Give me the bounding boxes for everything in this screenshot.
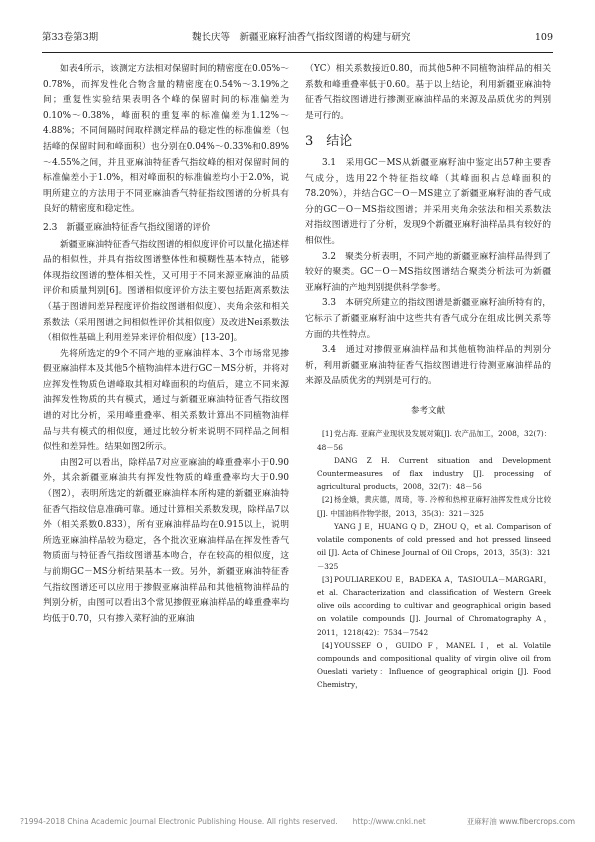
- copyright-notice: ?1994-2018 China Academic Journal Electronic Publishing House. All rights reserved. http://www.cnki.net: [20, 817, 426, 826]
- journal-volume: 第33卷第3期: [42, 32, 99, 43]
- section-heading-conclusion: 3 结论: [305, 134, 353, 150]
- paragraph-similarity-evaluation: 新疆亚麻油特征香气指纹图谱的相似度评价可以量化描述样品的相似性，并具有指纹图谱整体性和模糊性基本特点，能够体现指纹图谱的整体相关性，又可用于不同来源亚麻油的品质评价和质量判别[6]。图谱相似度评价方法主要包括距离系数法（基于图谱间差异程度评价指纹图谱相似度）、夹角余弦和相关系数法（采用图谱之间相似性评价其相似度）及改进Nei系数法（相似性基础上利用差异来评价相似度）[13-20]。: [43, 239, 289, 344]
- reference-number: [4]: [322, 640, 333, 650]
- page-number: 109: [534, 32, 553, 43]
- page-footer: [20, 816, 575, 830]
- references-heading: 参考文献: [410, 405, 445, 416]
- reference-item: [305, 493, 551, 519]
- reference-item: [305, 520, 551, 573]
- reference-list: [305, 427, 551, 691]
- reference-number: [2]: [322, 495, 333, 505]
- reference-text: YOUSSEF O，GUIDO F，MANEL I，et al. Volatile compounds and compositional quality of virgin olive oil from Oueslati variety：Influence of geographical origin [J]. Food Chemistry，: [317, 640, 551, 690]
- subsection-heading-2-3: 2.3 新疆亚麻油特征香气指纹图谱的评价: [43, 222, 211, 233]
- reference-item: [305, 639, 551, 692]
- paragraph-method: 先将所选定的9个不同产地的亚麻油样本、3个市场常见掺假亚麻油样本及其他5个植物油样本进行GC－MS分析，并将对应挥发性物质色谱峰取其相对峰面积的均值后，建立不同来源油挥发性物质的共有模式，通过与新疆亚麻油特征香气指纹图谱的对比分析，采用峰重叠率、相关系数计算出不同植物油样品与共有模式的相似度，通过比较分析来说明不同样品之间相似性和差异性。结果如图2所示。: [43, 348, 289, 453]
- running-title: 魏长庆等 新疆亚麻籽油香气指纹图谱的构建与研究: [192, 32, 411, 43]
- paragraph-results: 由图2可以看出，除样品7对应亚麻油的峰重叠率小于0.90外，其余新疆亚麻油共有挥发性物质的峰重叠率均大于0.90（图2），表明所选定的新疆亚麻油样本所构建的新疆亚麻油特征香气指纹信息准确可靠。通过计算相关系数发现，除样品7以外（相关系数0.833），所有亚麻油样品均在0.915以上，说明所选亚麻油样品较为稳定，各个批次亚麻油样品在挥发性香气物质面与特征香气指纹图谱基本吻合，存在较高的相似度，这与前期GC－MS分析结果基本一致。另外，新疆亚麻油特征香气指纹图谱还可以应用于掺假亚麻油样品和其他植物油样品的判别分析，由图可以看出3个常见掺假亚麻油样品的峰重叠率均均低于0.70，只有掺入菜籽油的亚麻油: [43, 457, 289, 624]
- reference-text: 党占海. 亚麻产业现状及发展对策[J]. 农产品加工，2008，32(7)：48－56: [317, 429, 551, 452]
- reference-item: [305, 454, 551, 494]
- paragraph-precision: 如表4所示，该测定方法相对保留时间的精密度在0.05%～0.78%，而挥发性化合物含量的精密度在0.54%～3.19%之间；重复性实验结果表明各个峰的保留时间的标准偏差为0.10%～0.38%，峰面积的重复率的标准偏差为1.12%～4.88%；不同间隔时间取样测定样品的稳定性的标准偏差（包括峰的保留时间和峰面积）也分别在0.04%～0.33%和0.89%～4.55%之间，并且亚麻油特征香气指纹峰的相对保留时间的标准偏差小于1.0%，相对峰面积的标准偏差均小于2.0%，说明所建立的方法用于不同亚麻油香气特征指纹图谱的分析具有良好的精密度和稳定性。: [43, 64, 289, 215]
- header-rule: [42, 52, 553, 53]
- paragraph-continued: （YC）相关系数接近0.80，而其他5种不同植物油样品的相关系数和峰重叠率低于0.60。基于以上结论，利用新疆亚麻油特征香气指纹图谱进行掺测亚麻油样品的来源及品质优劣的判别是可行的。: [305, 64, 551, 121]
- conclusion-3-3: 3.3 本研究所建立的指纹图谱是新疆亚麻籽油所特有的，它标示了新疆亚麻籽油中这些共有香气成分在组成比例关系等方面的共性特点。: [305, 298, 551, 340]
- reference-item: [305, 573, 551, 639]
- right-column: [305, 62, 551, 692]
- watermark-text: 亚麻籽油 www.fibercrops.com: [466, 817, 575, 826]
- reference-text: DANG Z H. Current situation and Development Countermeasures of flax industry [J]. processing of agricultural products，2008，32(7)：48－56: [317, 455, 551, 492]
- reference-item: [305, 427, 551, 453]
- reference-number: [3]: [322, 574, 333, 584]
- reference-number: [1]: [322, 429, 333, 439]
- reference-text: POULIAREKOU E，BADEKA A，TASIOULA－MARGARI，et al. Characterization and classification of Western Greek olive oils according to cultivar and geographical origin based on volatile compounds [J]. Journal of Chromatography A，2011，1218(42)：7534－7542: [317, 574, 551, 637]
- conclusion-3-4: 3.4 通过对掺假亚麻油样品和其他植物油样品的判别分析，利用新疆亚麻油特征香气指纹图谱进行待测亚麻油样品的来源及品质优劣的判别是可行的。: [305, 345, 551, 387]
- running-header: [42, 30, 553, 46]
- left-column: [43, 62, 289, 627]
- reference-text: YANG J E，HUANG Q D，ZHOU Q，et al. Comparison of volatile components of cold pressed and hot pressed linseed oil [J]. Acta of Chinese Journal of Oil Crops，2013，35(3)：321－325: [317, 521, 551, 571]
- conclusion-3-1: 3.1 采用GC－MS从新疆亚麻籽油中鉴定出57种主要香气成分，选用22个特征指纹峰（其峰面积占总峰面积的78.20%），并结合GC－O－MS建立了新疆亚麻籽油的香气成分的GC－O－MS指纹图谱；并采用夹角余弦法和相关系数法对指纹图谱进行了分析，发现9个新疆亚麻籽油样品具有较好的相似性。: [305, 157, 551, 246]
- reference-text: 杨金娥，黄庆德，周琦，等. 冷榨和热榨亚麻籽油挥发性成分比较[J]. 中国油料作物学报，2013，35(3)：321－325: [317, 495, 551, 518]
- conclusion-3-2: 3.2 聚类分析表明，不同产地的新疆亚麻籽油样品得到了较好的聚类。GC－O－MS指纹图谱结合聚类分析法可为新疆亚麻籽油的产地判别提供科学参考。: [305, 251, 551, 293]
